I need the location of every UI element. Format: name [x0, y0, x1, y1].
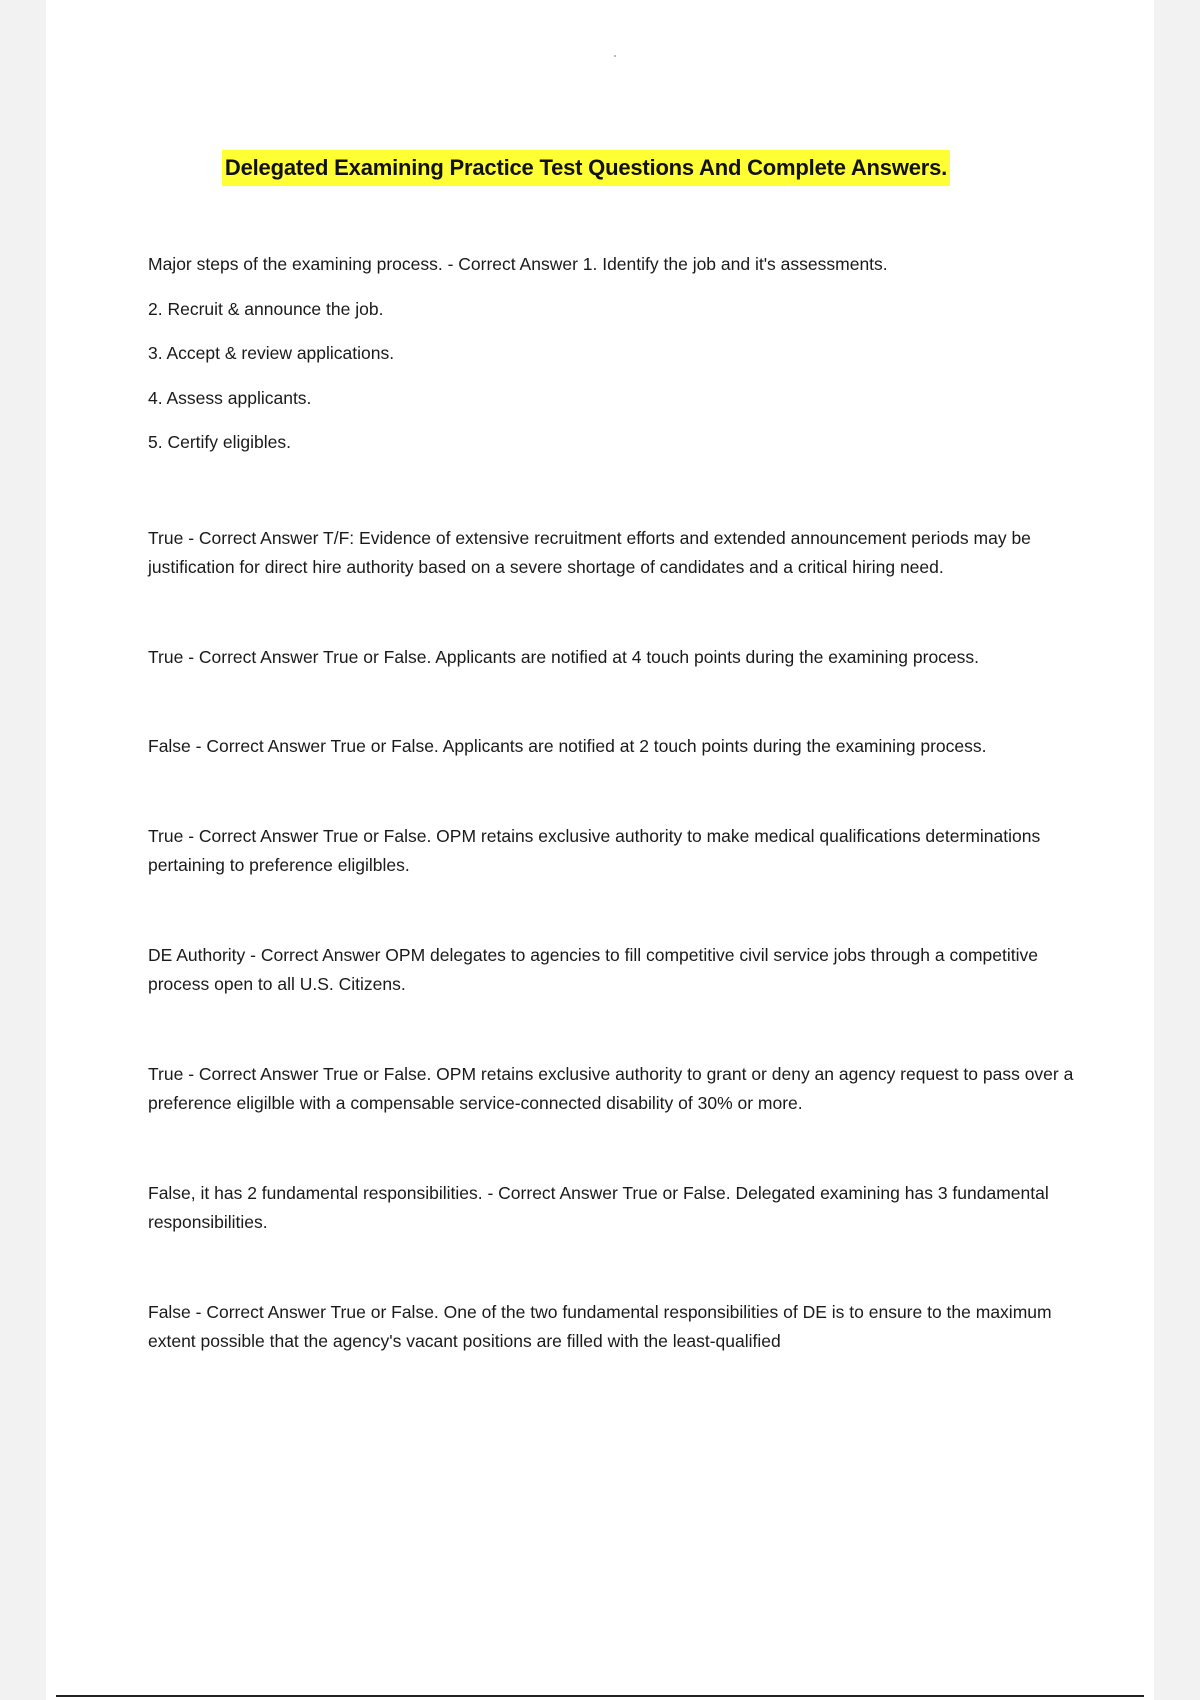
steps-lead: Major steps of the examining process. - Correct Answer 1. Identify the job and it's assessments. — [148, 254, 888, 274]
qa-item: True - Correct Answer T/F: Evidence of extensive recruitment efforts and extended announcement periods may be justification for direct hire authority based on a severe shortage of candidates and a critical hiring need. — [148, 527, 1031, 577]
document-body — [148, 250, 1098, 1357]
qa-item: False - Correct Answer True or False. One of the two fundamental responsibilities of DE is to ensure to the maximum extent possible that the agency's vacant positions are filled with the least-qualified — [148, 1301, 1052, 1351]
document-title: Delegated Examining Practice Test Questions And Complete Answers. — [222, 150, 950, 186]
step-item: 4. Assess applicants. — [148, 387, 312, 408]
step-item: 3. Accept & review applications. — [148, 343, 395, 363]
page-bottom-rule — [56, 1695, 1144, 1697]
qa-item: True - Correct Answer True or False. OPM retains exclusive authority to make medical qualifications determinations pertaining to preference eligilbles. — [148, 825, 1041, 875]
document-page — [46, 0, 1154, 1700]
qa-item: DE Authority - Correct Answer OPM delegates to agencies to fill competitive civil service jobs through a competitive process open to all U.S. Citizens. — [148, 944, 1038, 994]
qa-item: False, it has 2 fundamental responsibilities. - Correct Answer True or False. Delegated examining has 3 fundamental responsibilities. — [148, 1182, 1049, 1232]
qa-item: True - Correct Answer True or False. Applicants are notified at 4 touch points during the examining process. — [148, 646, 980, 667]
qa-item: False - Correct Answer True or False. Applicants are notified at 2 touch points during the examining process. — [148, 736, 987, 756]
qa-item: True - Correct Answer True or False. OPM retains exclusive authority to grant or deny an agency request to pass over a preference eligilble with a compensable service-connected disability of 30% or more. — [148, 1063, 1074, 1113]
title-container — [46, 150, 1126, 186]
step-item: 5. Certify eligibles. — [148, 432, 291, 452]
step-item: 2. Recruit & announce the job. — [148, 298, 384, 319]
scan-speck — [614, 55, 616, 57]
